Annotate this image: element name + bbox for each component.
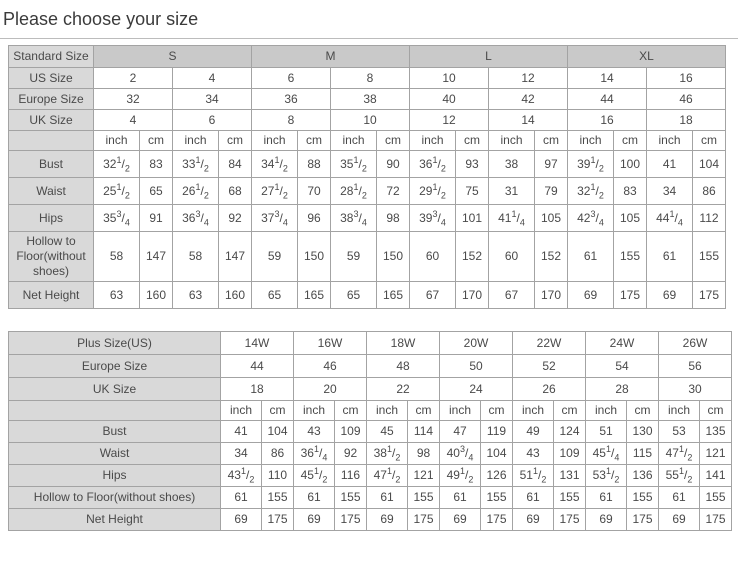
measure-cell: 105 (614, 205, 647, 232)
measure-cell: 155 (700, 487, 732, 509)
measure-cell: $51^1/_2$ (513, 465, 554, 487)
measure-cell: 47 (440, 421, 481, 443)
measure-cell: 175 (481, 509, 513, 531)
title-divider (0, 38, 738, 39)
measure-cell: 175 (554, 509, 586, 531)
measure-cell: 170 (535, 282, 568, 309)
unit-cm-label: cm (335, 401, 367, 421)
unit-row-spacer (9, 131, 94, 151)
measure-cell: 69 (440, 509, 481, 531)
standard-size-table (8, 45, 726, 309)
measure-cell: 147 (140, 232, 173, 282)
measure-cell: 69 (513, 509, 554, 531)
measure-cell: 65 (252, 282, 298, 309)
measure-cell: 69 (647, 282, 693, 309)
measure-cell: 61 (367, 487, 408, 509)
measure-cell: 92 (219, 205, 252, 232)
row-label: Net Height (9, 282, 94, 309)
row-label: UK Size (9, 110, 94, 131)
unit-cm-label: cm (614, 131, 647, 151)
size-cell: 14 (489, 110, 568, 131)
row-label: Hips (9, 205, 94, 232)
size-cell: 16 (568, 110, 647, 131)
size-group-l: L (410, 46, 568, 68)
row-label: Bust (9, 421, 221, 443)
measure-cell: 53 (659, 421, 700, 443)
measure-cell: 69 (659, 509, 700, 531)
measure-cell: 69 (221, 509, 262, 531)
measure-cell: 131 (554, 465, 586, 487)
measure-cell: $26^1/_2$ (173, 178, 219, 205)
measure-cell: 34 (647, 178, 693, 205)
size-cell: 10 (331, 110, 410, 131)
measure-cell: 104 (693, 151, 726, 178)
measure-cell: 61 (586, 487, 627, 509)
size-cell: 32 (94, 89, 173, 110)
measure-cell: 96 (298, 205, 331, 232)
measure-cell: 175 (262, 509, 294, 531)
size-cell: 18 (221, 378, 294, 401)
size-cell: 48 (367, 355, 440, 378)
size-cell: 6 (173, 110, 252, 131)
measure-cell: 51 (586, 421, 627, 443)
measure-cell: 93 (456, 151, 489, 178)
size-cell: 16 (647, 68, 726, 89)
measure-cell: 59 (331, 232, 377, 282)
size-cell: 4 (173, 68, 252, 89)
measure-cell: 155 (627, 487, 659, 509)
measure-cell: 155 (481, 487, 513, 509)
measure-cell: 115 (627, 443, 659, 465)
measure-cell: $42^3/_4$ (568, 205, 614, 232)
row-label: Hips (9, 465, 221, 487)
measure-cell: 60 (410, 232, 456, 282)
row-label: Hollow to Floor(without shoes) (9, 232, 94, 282)
size-cell: 40 (410, 89, 489, 110)
row-label: Net Height (9, 509, 221, 531)
measure-cell: $44^1/_4$ (647, 205, 693, 232)
measure-cell: 165 (377, 282, 410, 309)
measure-cell: 155 (408, 487, 440, 509)
row-label: Hollow to Floor(without shoes) (9, 487, 221, 509)
size-cell: 16W (294, 332, 367, 355)
measure-cell: 72 (377, 178, 410, 205)
size-cell: 18 (647, 110, 726, 131)
size-cell: 42 (489, 89, 568, 110)
measure-cell: 68 (219, 178, 252, 205)
size-group-s: S (94, 46, 252, 68)
measure-cell: 43 (513, 443, 554, 465)
measure-cell: 136 (627, 465, 659, 487)
measure-cell: 61 (221, 487, 262, 509)
measure-cell: 165 (298, 282, 331, 309)
unit-inch-label: inch (410, 131, 456, 151)
measure-cell: 69 (586, 509, 627, 531)
measure-cell: 41 (647, 151, 693, 178)
measure-cell: $36^1/_4$ (294, 443, 335, 465)
measure-cell: 152 (535, 232, 568, 282)
size-cell: 44 (568, 89, 647, 110)
measure-cell: 170 (456, 282, 489, 309)
measure-cell: 84 (219, 151, 252, 178)
measure-cell: 38 (489, 151, 535, 178)
measure-cell: 88 (298, 151, 331, 178)
row-label: Plus Size(US) (9, 332, 221, 355)
measure-cell: $36^1/_2$ (410, 151, 456, 178)
measure-cell: $45^1/_2$ (294, 465, 335, 487)
measure-cell: $38^1/_2$ (367, 443, 408, 465)
measure-cell: 61 (513, 487, 554, 509)
size-cell: 6 (252, 68, 331, 89)
unit-inch-label: inch (513, 401, 554, 421)
unit-inch-label: inch (331, 131, 377, 151)
measure-cell: 155 (614, 232, 647, 282)
size-cell: 54 (586, 355, 659, 378)
measure-cell: $37^3/_4$ (252, 205, 298, 232)
unit-cm-label: cm (408, 401, 440, 421)
measure-cell: 98 (408, 443, 440, 465)
unit-cm-label: cm (456, 131, 489, 151)
measure-cell: 61 (659, 487, 700, 509)
unit-cm-label: cm (262, 401, 294, 421)
measure-cell: $47^1/_2$ (367, 465, 408, 487)
measure-cell: 58 (173, 232, 219, 282)
measure-cell: 141 (700, 465, 732, 487)
measure-cell: 150 (377, 232, 410, 282)
measure-cell: $35^3/_4$ (94, 205, 140, 232)
measure-cell: 110 (262, 465, 294, 487)
page-title: Please choose your size (3, 9, 199, 29)
row-label: UK Size (9, 378, 221, 401)
size-cell: 2 (94, 68, 173, 89)
measure-cell: $25^1/_2$ (94, 178, 140, 205)
measure-cell: $43^1/_2$ (221, 465, 262, 487)
size-cell: 20 (294, 378, 367, 401)
row-label: Waist (9, 443, 221, 465)
measure-cell: 175 (700, 509, 732, 531)
unit-inch-label: inch (367, 401, 408, 421)
measure-cell: $40^3/_4$ (440, 443, 481, 465)
measure-cell: $49^1/_2$ (440, 465, 481, 487)
size-cell: 8 (252, 110, 331, 131)
measure-cell: 58 (94, 232, 140, 282)
measure-cell: 91 (140, 205, 173, 232)
measure-cell: 175 (693, 282, 726, 309)
size-cell: 24W (586, 332, 659, 355)
measure-cell: 97 (535, 151, 568, 178)
measure-cell: 155 (693, 232, 726, 282)
measure-cell: 41 (221, 421, 262, 443)
unit-cm-label: cm (693, 131, 726, 151)
measure-cell: 130 (627, 421, 659, 443)
measure-cell: $29^1/_2$ (410, 178, 456, 205)
measure-cell: $39^1/_2$ (568, 151, 614, 178)
size-cell: 10 (410, 68, 489, 89)
size-cell: 20W (440, 332, 513, 355)
unit-inch-label: inch (440, 401, 481, 421)
size-cell: 18W (367, 332, 440, 355)
measure-cell: $32^1/_2$ (568, 178, 614, 205)
size-cell: 14 (568, 68, 647, 89)
measure-cell: $53^1/_2$ (586, 465, 627, 487)
measure-cell: 69 (568, 282, 614, 309)
size-cell: 46 (294, 355, 367, 378)
measure-cell: 31 (489, 178, 535, 205)
measure-cell: 104 (262, 421, 294, 443)
measure-cell: 175 (335, 509, 367, 531)
measure-cell: 65 (140, 178, 173, 205)
measure-cell: 105 (535, 205, 568, 232)
measure-cell: 69 (367, 509, 408, 531)
size-cell: 4 (94, 110, 173, 131)
size-cell: 12 (410, 110, 489, 131)
size-cell: 22W (513, 332, 586, 355)
row-label: US Size (9, 68, 94, 89)
unit-inch-label: inch (647, 131, 693, 151)
unit-inch-label: inch (568, 131, 614, 151)
unit-cm-label: cm (627, 401, 659, 421)
measure-cell: 124 (554, 421, 586, 443)
size-cell: 44 (221, 355, 294, 378)
measure-cell: 63 (173, 282, 219, 309)
size-cell: 22 (367, 378, 440, 401)
measure-cell: 121 (408, 465, 440, 487)
measure-cell: $33^1/_2$ (173, 151, 219, 178)
measure-cell: 175 (627, 509, 659, 531)
measure-cell: 67 (410, 282, 456, 309)
size-cell: 8 (331, 68, 410, 89)
measure-cell: 69 (294, 509, 335, 531)
measure-cell: 43 (294, 421, 335, 443)
size-cell: 38 (331, 89, 410, 110)
measure-cell: $28^1/_2$ (331, 178, 377, 205)
size-cell: 46 (647, 89, 726, 110)
unit-cm-label: cm (700, 401, 732, 421)
row-label: Europe Size (9, 89, 94, 110)
size-group-xl: XL (568, 46, 726, 68)
measure-cell: 98 (377, 205, 410, 232)
measure-cell: $39^3/_4$ (410, 205, 456, 232)
measure-cell: 175 (614, 282, 647, 309)
measure-cell: 60 (489, 232, 535, 282)
size-cell: 26W (659, 332, 732, 355)
measure-cell: $34^1/_2$ (252, 151, 298, 178)
measure-cell: 155 (554, 487, 586, 509)
measure-cell: 67 (489, 282, 535, 309)
measure-cell: 112 (693, 205, 726, 232)
unit-inch-label: inch (294, 401, 335, 421)
measure-cell: 61 (568, 232, 614, 282)
measure-cell: $27^1/_2$ (252, 178, 298, 205)
measure-cell: 109 (335, 421, 367, 443)
measure-cell: 61 (440, 487, 481, 509)
measure-cell: $38^3/_4$ (331, 205, 377, 232)
measure-cell: 90 (377, 151, 410, 178)
unit-inch-label: inch (252, 131, 298, 151)
measure-cell: 61 (294, 487, 335, 509)
size-cell: 52 (513, 355, 586, 378)
measure-cell: 160 (219, 282, 252, 309)
size-cell: 26 (513, 378, 586, 401)
measure-cell: 114 (408, 421, 440, 443)
row-label: Bust (9, 151, 94, 178)
unit-cm-label: cm (140, 131, 173, 151)
measure-cell: 119 (481, 421, 513, 443)
size-cell: 36 (252, 89, 331, 110)
measure-cell: 152 (456, 232, 489, 282)
size-cell: 24 (440, 378, 513, 401)
measure-cell: $41^1/_4$ (489, 205, 535, 232)
measure-cell: $45^1/_4$ (586, 443, 627, 465)
measure-cell: $35^1/_2$ (331, 151, 377, 178)
unit-cm-label: cm (219, 131, 252, 151)
size-cell: 56 (659, 355, 732, 378)
size-cell: 28 (586, 378, 659, 401)
unit-inch-label: inch (221, 401, 262, 421)
measure-cell: 101 (456, 205, 489, 232)
measure-cell: 155 (335, 487, 367, 509)
unit-row-spacer (9, 401, 221, 421)
row-label: Waist (9, 178, 94, 205)
measure-cell: $32^1/_2$ (94, 151, 140, 178)
measure-cell: 160 (140, 282, 173, 309)
measure-cell: 135 (700, 421, 732, 443)
measure-cell: 75 (456, 178, 489, 205)
size-cell: 14W (221, 332, 294, 355)
unit-cm-label: cm (481, 401, 513, 421)
measure-cell: 59 (252, 232, 298, 282)
measure-cell: 109 (554, 443, 586, 465)
measure-cell: 86 (262, 443, 294, 465)
size-cell: 34 (173, 89, 252, 110)
measure-cell: $47^1/_2$ (659, 443, 700, 465)
unit-inch-label: inch (173, 131, 219, 151)
measure-cell: 150 (298, 232, 331, 282)
measure-cell: 83 (140, 151, 173, 178)
measure-cell: 147 (219, 232, 252, 282)
unit-inch-label: inch (94, 131, 140, 151)
size-cell: 12 (489, 68, 568, 89)
unit-cm-label: cm (377, 131, 410, 151)
unit-cm-label: cm (298, 131, 331, 151)
measure-cell: 121 (700, 443, 732, 465)
measure-cell: $36^3/_4$ (173, 205, 219, 232)
measure-cell: 100 (614, 151, 647, 178)
measure-cell: 86 (693, 178, 726, 205)
measure-cell: 155 (262, 487, 294, 509)
measure-cell: 175 (408, 509, 440, 531)
unit-inch-label: inch (586, 401, 627, 421)
measure-cell: 61 (647, 232, 693, 282)
measure-cell: 70 (298, 178, 331, 205)
measure-cell: 116 (335, 465, 367, 487)
measure-cell: 34 (221, 443, 262, 465)
measure-cell: 65 (331, 282, 377, 309)
unit-cm-label: cm (554, 401, 586, 421)
measure-cell: 92 (335, 443, 367, 465)
row-label: Europe Size (9, 355, 221, 378)
measure-cell: 49 (513, 421, 554, 443)
size-cell: 30 (659, 378, 732, 401)
measure-cell: 63 (94, 282, 140, 309)
unit-inch-label: inch (659, 401, 700, 421)
size-group-m: M (252, 46, 410, 68)
measure-cell: 79 (535, 178, 568, 205)
measure-cell: 104 (481, 443, 513, 465)
corner-label: Standard Size (9, 46, 94, 68)
measure-cell: 83 (614, 178, 647, 205)
unit-cm-label: cm (535, 131, 568, 151)
measure-cell: $55^1/_2$ (659, 465, 700, 487)
unit-inch-label: inch (489, 131, 535, 151)
measure-cell: 126 (481, 465, 513, 487)
measure-cell: 45 (367, 421, 408, 443)
size-cell: 50 (440, 355, 513, 378)
plus-size-table (8, 331, 732, 531)
